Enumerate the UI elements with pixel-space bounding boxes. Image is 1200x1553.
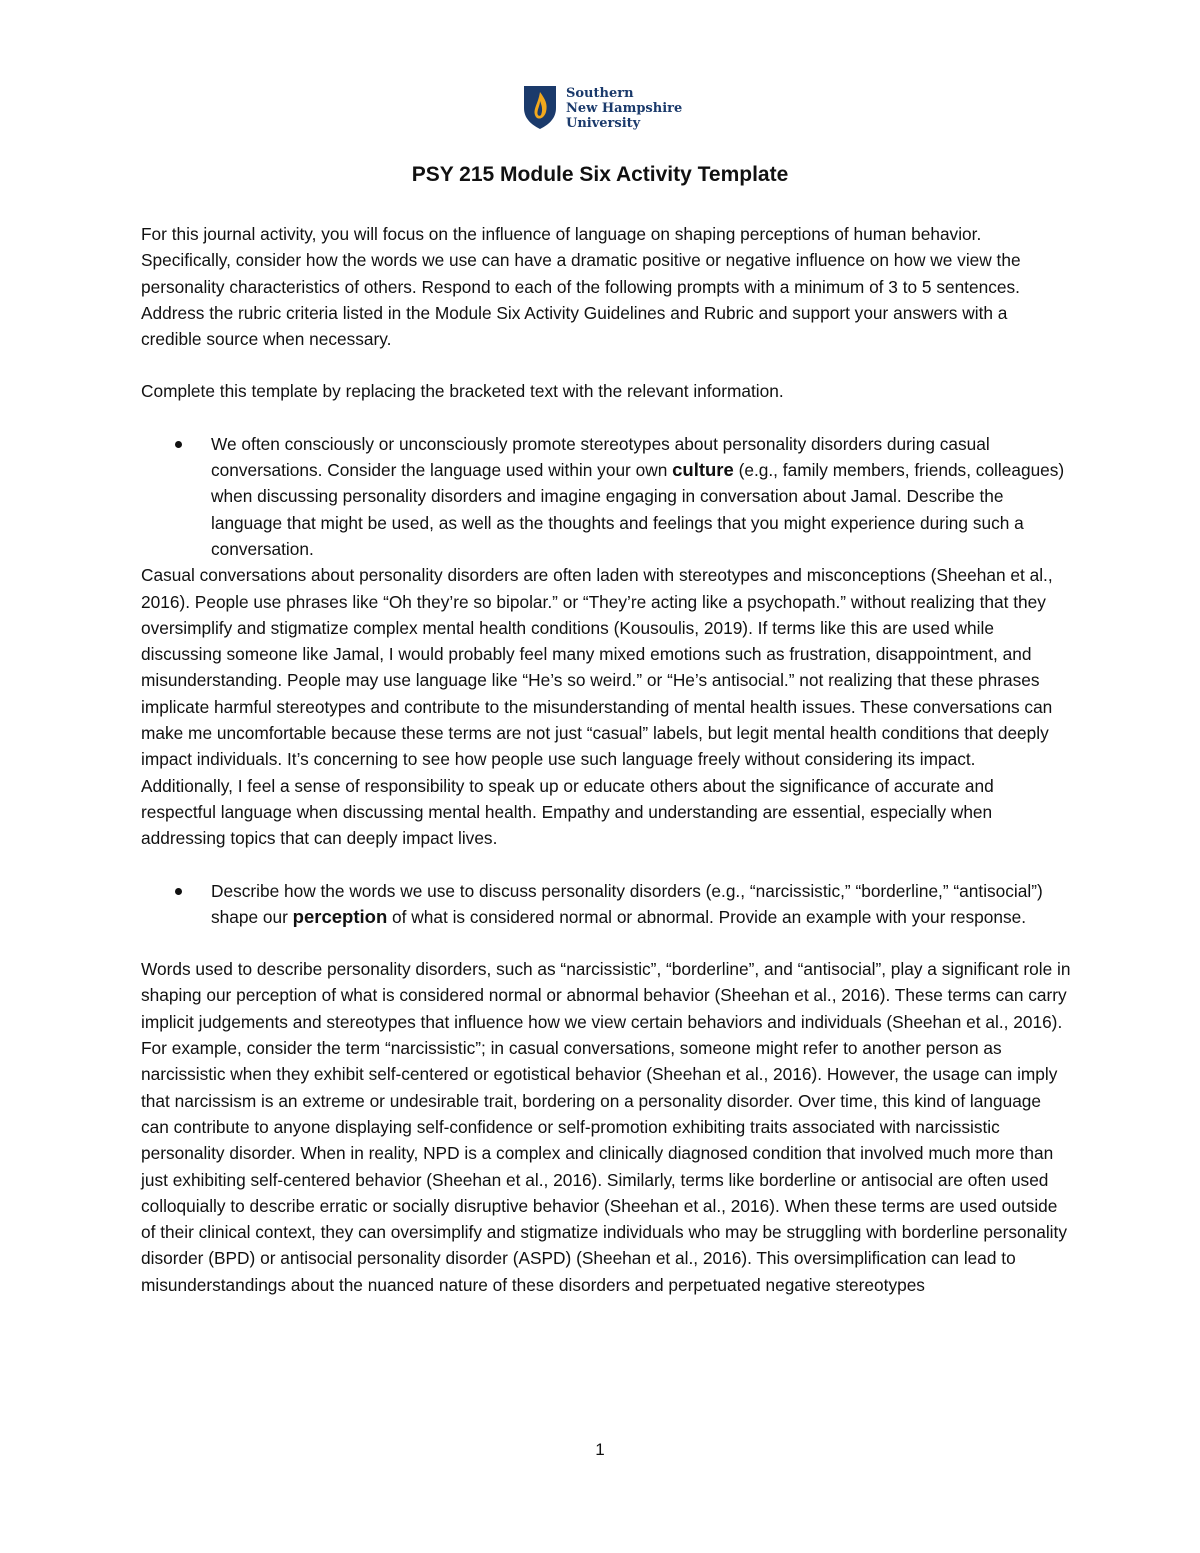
prompt-list-2 <box>141 878 1071 931</box>
intro-paragraph: For this journal activity, you will focus on the influence of language on shaping perceptions of human behavior. Specifically, consider how the words we use can have a dramatic positive or negative influence on how we view the personality characteristics of others. Respond to each of the following prompts with a minimum of 3 to 5 sentences. Address the rubric criteria listed in the Module Six Activity Guidelines and Rubric and support your answers with a credible source when necessary. <box>141 224 1021 350</box>
logo-line-3: University <box>566 116 641 131</box>
prompt-list-1 <box>141 431 1071 562</box>
prompt-item-1: We often consciously or unconsciously promote stereotypes about personality disorders during casual conversations. Consider the language used within your own culture (e.g., family members, friends, colleagues) when discussing personality disorders and imagine engaging in conversation about Jamal. Describe the language that might be used, as well as the thoughts and feelings that you might experience during such a conversation. <box>141 431 1071 562</box>
university-logo <box>522 84 692 134</box>
page-number: 1 <box>595 1440 605 1459</box>
prompt-item-2: Describe how the words we use to discuss personality disorders (e.g., “narcissistic,” “borderline,” “antisocial”) shape our perception of what is considered normal or abnormal. Provide an example with your response. <box>141 878 1071 931</box>
logo-wordmark <box>566 86 682 131</box>
shield-flame-icon <box>522 84 558 130</box>
logo-line-2: New Hampshire <box>566 101 683 116</box>
emphasis-perception: perception <box>292 905 388 927</box>
instruction-paragraph: Complete this template by replacing the bracketed text with the relevant information. <box>141 381 784 402</box>
answer-paragraph-2: Words used to describe personality disorders, such as “narcissistic”, “borderline”, and “antisocial”, play a significant role in shaping our perception of what is considered normal or abnormal behavior (Sheehan et al., 2016). These terms can carry implicit judgements and stereotypes that influence how we view certain behaviors and individuals (Sheehan et al., 2016). For example, consider the term “narcissistic”; in casual conversations, someone might refer to another person as narcissistic when they exhibit self-centered or egotistical behavior (Sheehan et al., 2016). However, the usage can imply that narcissism is an extreme or undesirable trait, bordering on a personality disorder. Over time, this kind of language can contribute to anyone displaying self-confidence or self-promotion exhibiting traits associated with narcissistic personality disorder. When in reality, NPD is a complex and clinically diagnosed condition that involved much more than just exhibiting self-centered behavior (Sheehan et al., 2016). Similarly, terms like borderline or antisocial are often used colloquially to describe erratic or socially disruptive behavior (Sheehan et al., 2016). When these terms are used outside of their clinical context, they can oversimplify and stigmatize individuals who may be struggling with borderline personality disorder (BPD) or antisocial personality disorder (ASPD) (Sheehan et al., 2016). This oversimplification can lead to misunderstandings about the nuanced nature of these disorders and perpetuated negative stereotypes <box>141 959 1071 1295</box>
bullet-icon <box>175 888 182 895</box>
emphasis-culture: culture <box>672 459 734 481</box>
document-title: PSY 215 Module Six Activity Template <box>411 163 789 186</box>
bullet-icon <box>175 441 182 448</box>
answer-paragraph-1: Casual conversations about personality disorders are often laden with stereotypes and misconceptions (Sheehan et al., 2016). People use phrases like “Oh they’re so bipolar.” or “They’re acting like a psychopath.” without realizing that they oversimplify and stigmatize complex mental health conditions (Kousoulis, 2019). If terms like this are used while discussing someone like Jamal, I would probably feel many mixed emotions such as frustration, disappointment, and misunderstanding. People may use language like “He’s so weird.” or “He’s antisocial.” not realizing that these phrases implicate harmful stereotypes and contribute to the misunderstanding of mental health issues. These conversations can make me uncomfortable because these terms are not just “casual” labels, but legit mental health conditions that deeply impact individuals. It’s concerning to see how people use such language freely without considering its impact. Additionally, I feel a sense of responsibility to speak up or educate others about the significance of accurate and respectful language when discussing mental health. Empathy and understanding are essential, especially when addressing topics that can deeply impact lives. <box>141 565 1053 849</box>
document-body <box>141 221 1071 1298</box>
logo-line-1: Southern <box>566 86 634 101</box>
